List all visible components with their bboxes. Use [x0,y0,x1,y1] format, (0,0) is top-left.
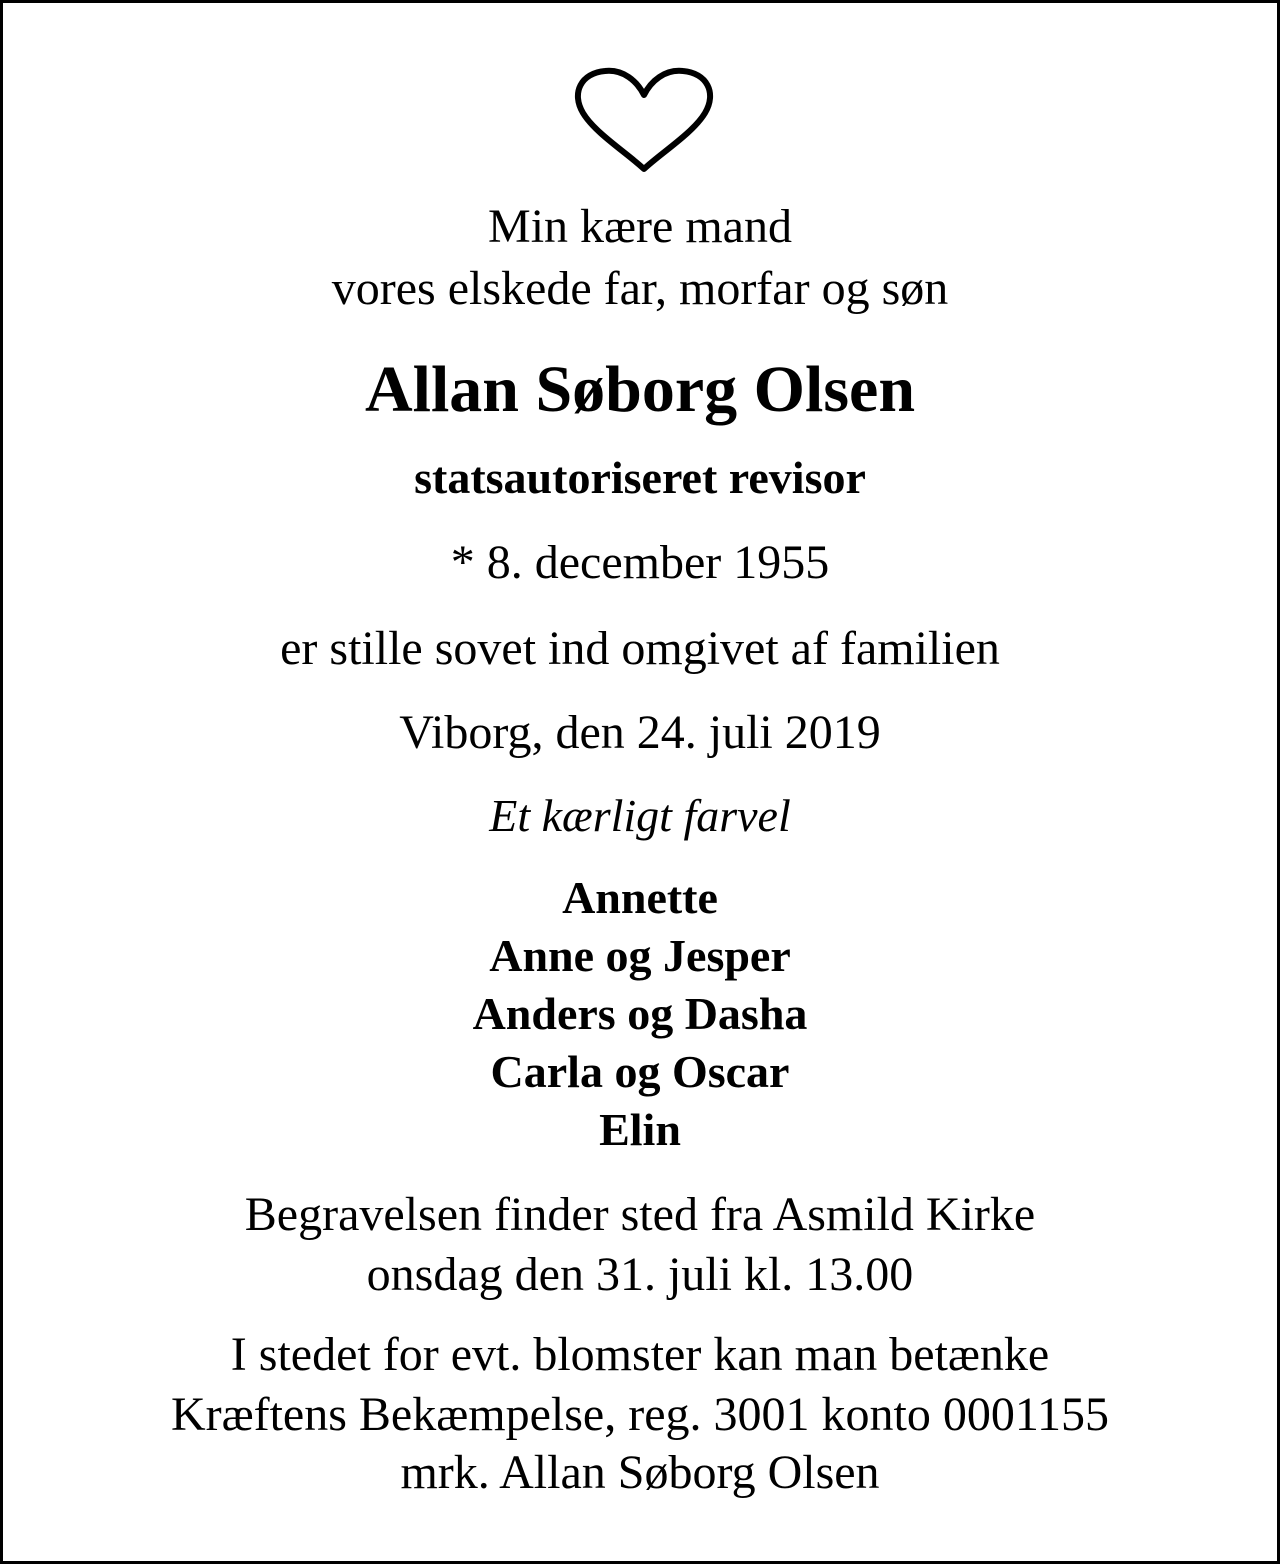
donation-line-3: mrk. Allan Søborg Olsen [400,1446,880,1499]
family-member-3: Anders og Dasha [472,988,808,1039]
farewell-text: Et kærligt farvel [489,790,791,841]
passing-text: er stille sovet ind omgivet af familien [280,622,1000,675]
funeral-line-2: onsdag den 31. juli kl. 13.00 [366,1248,914,1301]
intro-line-1: Min kære mand [488,200,792,253]
heart-outline-icon [569,65,719,175]
family-member-4: Carla og Oscar [490,1046,790,1097]
family-member-1: Annette [562,872,718,923]
profession: statsautoriseret revisor [414,452,866,503]
donation-line-1: I stedet for evt. blomster kan man betænke [230,1328,1050,1381]
funeral-line-1: Begravelsen finder sted fra Asmild Kirke [244,1188,1036,1241]
place-date: Viborg, den 24. juli 2019 [399,706,881,759]
birth-date: * 8. december 1955 [450,536,830,589]
donation-line-2: Kræftens Bekæmpelse, reg. 3001 konto 0001155 [170,1388,1110,1441]
family-member-5: Elin [599,1104,681,1155]
family-member-2: Anne og Jesper [489,930,791,981]
intro-line-2: vores elskede far, morfar og søn [331,262,949,315]
deceased-name: Allan Søborg Olsen [364,353,916,426]
